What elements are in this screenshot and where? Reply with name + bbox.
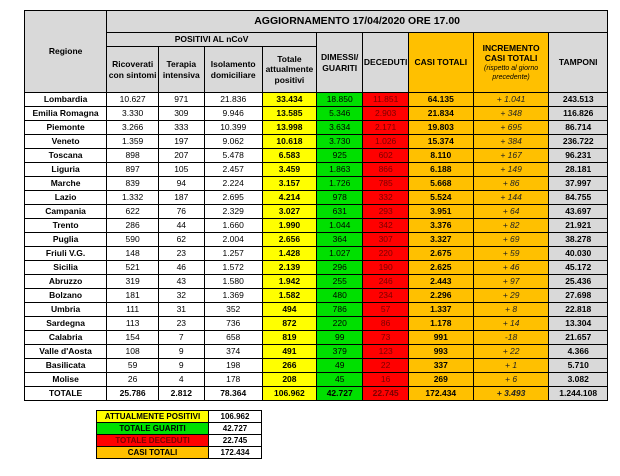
- cell-positivi: 10.618: [262, 135, 316, 149]
- cell-regione: Friuli V.G.: [25, 247, 107, 261]
- cell-incremento: + 348: [473, 107, 549, 121]
- cell-guariti: 786: [316, 303, 363, 317]
- cell-tamponi: 28.181: [549, 163, 608, 177]
- cell-terapia: 76: [159, 205, 204, 219]
- cell-regione: Valle d'Aosta: [25, 345, 107, 359]
- cell-deceduti: 2.171: [363, 121, 408, 135]
- table-row: [25, 261, 608, 275]
- cell-isolamento: 1.572: [204, 261, 262, 275]
- cell-tamponi: 4.366: [549, 345, 608, 359]
- cell-tamponi: 21.921: [549, 219, 608, 233]
- cell-deceduti: 1.026: [363, 135, 408, 149]
- cell-regione: Bolzano: [25, 289, 107, 303]
- cell-deceduti: 22.745: [363, 387, 408, 401]
- table-row: [25, 149, 608, 163]
- table-title: AGGIORNAMENTO 17/04/2020 ORE 17.00: [107, 11, 608, 33]
- cell-tamponi: 13.304: [549, 317, 608, 331]
- cell-terapia: 32: [159, 289, 204, 303]
- cell-guariti: 1.027: [316, 247, 363, 261]
- cell-incremento: + 69: [473, 233, 549, 247]
- cell-guariti: 1.044: [316, 219, 363, 233]
- cell-incremento: + 46: [473, 261, 549, 275]
- cell-tamponi: 236.722: [549, 135, 608, 149]
- cell-casi-totali: 21.834: [408, 107, 473, 121]
- table-row: [25, 219, 608, 233]
- cell-regione: Liguria: [25, 163, 107, 177]
- summary-value: 106.962: [209, 411, 262, 423]
- summary-label: ATTUALMENTE POSITIVI: [97, 411, 209, 423]
- cell-deceduti: 86: [363, 317, 408, 331]
- table-row: [25, 177, 608, 191]
- cell-regione: Toscana: [25, 149, 107, 163]
- cell-incremento: + 1: [473, 359, 549, 373]
- cell-casi-totali: 15.374: [408, 135, 473, 149]
- cell-tamponi: 1.244.108: [549, 387, 608, 401]
- cell-guariti: 480: [316, 289, 363, 303]
- cell-incremento: + 97: [473, 275, 549, 289]
- cell-positivi: 3.459: [262, 163, 316, 177]
- cell-tamponi: 43.697: [549, 205, 608, 219]
- cell-incremento: + 3.493: [473, 387, 549, 401]
- cell-tamponi: 243.513: [549, 93, 608, 107]
- table-row: [25, 345, 608, 359]
- table-row: [25, 303, 608, 317]
- cell-terapia: 207: [159, 149, 204, 163]
- cell-ricoverati: 26: [107, 373, 159, 387]
- cell-isolamento: 736: [204, 317, 262, 331]
- cell-casi-totali: 2.443: [408, 275, 473, 289]
- header-ricoverati: Ricoverati con sintomi: [107, 47, 159, 93]
- cell-terapia: 31: [159, 303, 204, 317]
- cell-terapia: 309: [159, 107, 204, 121]
- cell-terapia: 4: [159, 373, 204, 387]
- cell-casi-totali: 991: [408, 331, 473, 345]
- cell-regione: Piemonte: [25, 121, 107, 135]
- header-incremento: [473, 33, 549, 93]
- cell-positivi: 208: [262, 373, 316, 387]
- cell-terapia: 62: [159, 233, 204, 247]
- cell-terapia: 94: [159, 177, 204, 191]
- cell-terapia: 7: [159, 331, 204, 345]
- table-row: [25, 233, 608, 247]
- cell-ricoverati: 1.359: [107, 135, 159, 149]
- cell-regione: Emilia Romagna: [25, 107, 107, 121]
- cell-deceduti: 2.903: [363, 107, 408, 121]
- cell-terapia: 9: [159, 359, 204, 373]
- cell-regione: Lazio: [25, 191, 107, 205]
- cell-casi-totali: 993: [408, 345, 473, 359]
- cell-regione: Molise: [25, 373, 107, 387]
- cell-positivi: 1.582: [262, 289, 316, 303]
- cell-guariti: 45: [316, 373, 363, 387]
- cell-incremento: + 167: [473, 149, 549, 163]
- cell-incremento: + 144: [473, 191, 549, 205]
- header-casi-totali: CASI TOTALI: [408, 33, 473, 93]
- table-row: [25, 135, 608, 149]
- cell-positivi: 4.214: [262, 191, 316, 205]
- summary-label: TOTALE DECEDUTI: [97, 435, 209, 447]
- cell-casi-totali: 269: [408, 373, 473, 387]
- cell-regione: Sicilia: [25, 261, 107, 275]
- table-row: [25, 247, 608, 261]
- cell-ricoverati: 181: [107, 289, 159, 303]
- cell-incremento: + 86: [473, 177, 549, 191]
- cell-ricoverati: 3.330: [107, 107, 159, 121]
- cell-terapia: 23: [159, 317, 204, 331]
- cell-positivi: 872: [262, 317, 316, 331]
- header-regione: Regione: [25, 11, 107, 93]
- cell-ricoverati: 622: [107, 205, 159, 219]
- cell-regione: Abruzzo: [25, 275, 107, 289]
- cell-casi-totali: 2.675: [408, 247, 473, 261]
- cell-positivi: 13.998: [262, 121, 316, 135]
- cell-terapia: 43: [159, 275, 204, 289]
- cell-isolamento: 198: [204, 359, 262, 373]
- cell-isolamento: 1.660: [204, 219, 262, 233]
- cell-regione: Calabria: [25, 331, 107, 345]
- header-isolamento: Isolamento domiciliare: [204, 47, 262, 93]
- cell-isolamento: 2.004: [204, 233, 262, 247]
- table-row: [25, 373, 608, 387]
- cell-regione: Campania: [25, 205, 107, 219]
- cell-guariti: 925: [316, 149, 363, 163]
- cell-casi-totali: 5.668: [408, 177, 473, 191]
- cell-ricoverati: 590: [107, 233, 159, 247]
- header-dimessi-guariti: DIMESSI/ GUARITI: [316, 33, 363, 93]
- cell-regione: Marche: [25, 177, 107, 191]
- cell-positivi: 1.942: [262, 275, 316, 289]
- cell-deceduti: 307: [363, 233, 408, 247]
- cell-tamponi: 86.714: [549, 121, 608, 135]
- cell-ricoverati: 10.627: [107, 93, 159, 107]
- cell-terapia: 333: [159, 121, 204, 135]
- cell-deceduti: 246: [363, 275, 408, 289]
- cell-regione: Trento: [25, 219, 107, 233]
- cell-regione: Sardegna: [25, 317, 107, 331]
- cell-casi-totali: 19.803: [408, 121, 473, 135]
- cell-isolamento: 178: [204, 373, 262, 387]
- cell-positivi: 6.583: [262, 149, 316, 163]
- cell-regione: Basilicata: [25, 359, 107, 373]
- cell-casi-totali: 172.434: [408, 387, 473, 401]
- cell-terapia: 2.812: [159, 387, 204, 401]
- cell-isolamento: 658: [204, 331, 262, 345]
- cell-guariti: 255: [316, 275, 363, 289]
- cell-deceduti: 16: [363, 373, 408, 387]
- cell-isolamento: 2.695: [204, 191, 262, 205]
- cell-regione: Lombardia: [25, 93, 107, 107]
- cell-deceduti: 190: [363, 261, 408, 275]
- cell-deceduti: 342: [363, 219, 408, 233]
- cell-casi-totali: 1.178: [408, 317, 473, 331]
- table-row: [25, 121, 608, 135]
- cell-isolamento: 78.364: [204, 387, 262, 401]
- table-row: [25, 289, 608, 303]
- header-positivi-group: POSITIVI AL nCoV: [107, 33, 317, 47]
- cell-incremento: + 59: [473, 247, 549, 261]
- summary-row: [97, 423, 262, 435]
- cell-casi-totali: 8.110: [408, 149, 473, 163]
- cell-casi-totali: 337: [408, 359, 473, 373]
- cell-isolamento: 5.478: [204, 149, 262, 163]
- cell-terapia: 187: [159, 191, 204, 205]
- cell-deceduti: 293: [363, 205, 408, 219]
- cell-ricoverati: 113: [107, 317, 159, 331]
- cell-tamponi: 96.231: [549, 149, 608, 163]
- cell-deceduti: 11.851: [363, 93, 408, 107]
- cell-regione: TOTALE: [25, 387, 107, 401]
- cell-incremento: + 64: [473, 205, 549, 219]
- table-row: [25, 317, 608, 331]
- cell-terapia: 971: [159, 93, 204, 107]
- header-totale-positivi: Totale attualmente positivi: [262, 47, 316, 93]
- cell-isolamento: 9.946: [204, 107, 262, 121]
- cell-tamponi: 45.172: [549, 261, 608, 275]
- cell-positivi: 2.139: [262, 261, 316, 275]
- cell-tamponi: 5.710: [549, 359, 608, 373]
- cell-tamponi: 3.082: [549, 373, 608, 387]
- cell-deceduti: 73: [363, 331, 408, 345]
- cell-guariti: 296: [316, 261, 363, 275]
- summary-value: 172.434: [209, 447, 262, 459]
- cell-guariti: 42.727: [316, 387, 363, 401]
- cell-positivi: 13.585: [262, 107, 316, 121]
- cell-positivi: 1.990: [262, 219, 316, 233]
- cell-incremento: + 82: [473, 219, 549, 233]
- cell-tamponi: 37.997: [549, 177, 608, 191]
- cell-ricoverati: 1.332: [107, 191, 159, 205]
- cell-guariti: 99: [316, 331, 363, 345]
- cell-casi-totali: 6.188: [408, 163, 473, 177]
- cell-isolamento: 374: [204, 345, 262, 359]
- covid-regional-table: [24, 10, 608, 401]
- summary-row: [97, 447, 262, 459]
- cell-positivi: 106.962: [262, 387, 316, 401]
- cell-casi-totali: 3.327: [408, 233, 473, 247]
- cell-ricoverati: 154: [107, 331, 159, 345]
- cell-positivi: 266: [262, 359, 316, 373]
- cell-guariti: 3.730: [316, 135, 363, 149]
- cell-ricoverati: 59: [107, 359, 159, 373]
- cell-tamponi: 84.755: [549, 191, 608, 205]
- cell-regione: Veneto: [25, 135, 107, 149]
- cell-isolamento: 9.062: [204, 135, 262, 149]
- cell-tamponi: 25.436: [549, 275, 608, 289]
- cell-guariti: 364: [316, 233, 363, 247]
- cell-isolamento: 2.457: [204, 163, 262, 177]
- cell-casi-totali: 3.376: [408, 219, 473, 233]
- cell-incremento: + 695: [473, 121, 549, 135]
- cell-ricoverati: 897: [107, 163, 159, 177]
- summary-label: TOTALE GUARITI: [97, 423, 209, 435]
- cell-isolamento: 2.224: [204, 177, 262, 191]
- cell-casi-totali: 3.951: [408, 205, 473, 219]
- cell-isolamento: 2.329: [204, 205, 262, 219]
- cell-deceduti: 234: [363, 289, 408, 303]
- summary-value: 22.745: [209, 435, 262, 447]
- table-row: [25, 107, 608, 121]
- cell-ricoverati: 108: [107, 345, 159, 359]
- cell-terapia: 44: [159, 219, 204, 233]
- summary-row: [97, 411, 262, 423]
- cell-isolamento: 10.399: [204, 121, 262, 135]
- table-row: [25, 359, 608, 373]
- summary-row: [97, 435, 262, 447]
- cell-deceduti: 123: [363, 345, 408, 359]
- cell-guariti: 3.634: [316, 121, 363, 135]
- cell-casi-totali: 1.337: [408, 303, 473, 317]
- cell-positivi: 1.428: [262, 247, 316, 261]
- header-incremento-sublabel: (rispetto al giorno precedente): [484, 65, 539, 81]
- header-deceduti: DECEDUTI: [363, 33, 408, 93]
- cell-incremento: + 6: [473, 373, 549, 387]
- cell-guariti: 631: [316, 205, 363, 219]
- cell-positivi: 494: [262, 303, 316, 317]
- cell-ricoverati: 521: [107, 261, 159, 275]
- cell-incremento: + 8: [473, 303, 549, 317]
- cell-guariti: 18.850: [316, 93, 363, 107]
- cell-guariti: 220: [316, 317, 363, 331]
- table-row: [25, 163, 608, 177]
- cell-terapia: 105: [159, 163, 204, 177]
- cell-guariti: 1.863: [316, 163, 363, 177]
- cell-terapia: 23: [159, 247, 204, 261]
- cell-casi-totali: 2.296: [408, 289, 473, 303]
- cell-guariti: 49: [316, 359, 363, 373]
- cell-ricoverati: 111: [107, 303, 159, 317]
- cell-casi-totali: 64.135: [408, 93, 473, 107]
- cell-tamponi: 21.657: [549, 331, 608, 345]
- cell-positivi: 3.027: [262, 205, 316, 219]
- header-tamponi: TAMPONI: [549, 33, 608, 93]
- cell-guariti: 978: [316, 191, 363, 205]
- cell-incremento: + 384: [473, 135, 549, 149]
- cell-incremento: + 14: [473, 317, 549, 331]
- cell-terapia: 9: [159, 345, 204, 359]
- cell-positivi: 33.434: [262, 93, 316, 107]
- cell-isolamento: 1.369: [204, 289, 262, 303]
- cell-ricoverati: 898: [107, 149, 159, 163]
- cell-ricoverati: 319: [107, 275, 159, 289]
- header-terapia: Terapia intensiva: [159, 47, 204, 93]
- cell-tamponi: 27.698: [549, 289, 608, 303]
- table-row: [25, 191, 608, 205]
- cell-tamponi: 116.826: [549, 107, 608, 121]
- cell-ricoverati: 286: [107, 219, 159, 233]
- cell-incremento: + 22: [473, 345, 549, 359]
- cell-incremento: -18: [473, 331, 549, 345]
- cell-isolamento: 21.836: [204, 93, 262, 107]
- cell-ricoverati: 839: [107, 177, 159, 191]
- cell-incremento: + 1.041: [473, 93, 549, 107]
- cell-guariti: 379: [316, 345, 363, 359]
- cell-ricoverati: 3.266: [107, 121, 159, 135]
- summary-table: [96, 410, 262, 459]
- cell-regione: Puglia: [25, 233, 107, 247]
- cell-deceduti: 602: [363, 149, 408, 163]
- cell-guariti: 5.346: [316, 107, 363, 121]
- summary-label: CASI TOTALI: [97, 447, 209, 459]
- cell-deceduti: 57: [363, 303, 408, 317]
- cell-positivi: 2.656: [262, 233, 316, 247]
- table-row: [25, 275, 608, 289]
- cell-deceduti: 785: [363, 177, 408, 191]
- cell-tamponi: 38.278: [549, 233, 608, 247]
- cell-deceduti: 220: [363, 247, 408, 261]
- total-row: [25, 387, 608, 401]
- table-row: [25, 93, 608, 107]
- cell-incremento: + 29: [473, 289, 549, 303]
- cell-ricoverati: 25.786: [107, 387, 159, 401]
- table-row: [25, 331, 608, 345]
- cell-tamponi: 22.818: [549, 303, 608, 317]
- table-row: [25, 205, 608, 219]
- header-incremento-label: INCREMENTO CASI TOTALI: [482, 42, 540, 64]
- cell-deceduti: 332: [363, 191, 408, 205]
- cell-tamponi: 40.030: [549, 247, 608, 261]
- cell-guariti: 1.726: [316, 177, 363, 191]
- cell-casi-totali: 5.524: [408, 191, 473, 205]
- cell-positivi: 491: [262, 345, 316, 359]
- cell-terapia: 46: [159, 261, 204, 275]
- cell-isolamento: 1.580: [204, 275, 262, 289]
- cell-deceduti: 22: [363, 359, 408, 373]
- cell-positivi: 3.157: [262, 177, 316, 191]
- cell-isolamento: 352: [204, 303, 262, 317]
- cell-ricoverati: 148: [107, 247, 159, 261]
- cell-incremento: + 149: [473, 163, 549, 177]
- cell-casi-totali: 2.625: [408, 261, 473, 275]
- cell-deceduti: 866: [363, 163, 408, 177]
- cell-isolamento: 1.257: [204, 247, 262, 261]
- cell-terapia: 197: [159, 135, 204, 149]
- summary-value: 42.727: [209, 423, 262, 435]
- cell-positivi: 819: [262, 331, 316, 345]
- cell-regione: Umbria: [25, 303, 107, 317]
